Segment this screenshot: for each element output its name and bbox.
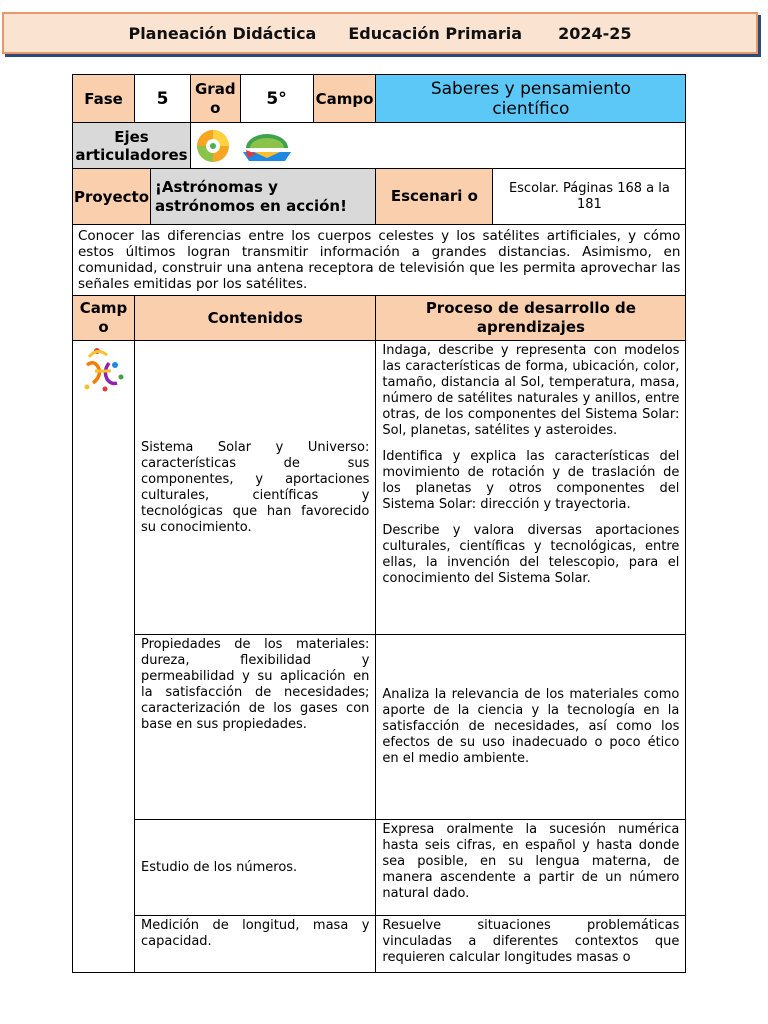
table-row — [73, 341, 686, 635]
contenido-cell: Estudio de los números. — [135, 820, 376, 916]
banner-level: Educación Primaria — [348, 23, 523, 43]
table-row — [73, 820, 686, 916]
grado-value: 5° — [240, 75, 313, 123]
project-description: Conocer las diferencias entre los cuerpos celestes y los satélites artificiales, y cómo estos últimos logran transmitir información a grandes distancias. Asimismo, en comunidad, construir una antena receptora de televisión que les permita aprovechar las señales emitidas por los satélites. — [73, 225, 686, 296]
planning-table — [72, 74, 686, 973]
proyecto-value: ¡Astrónomas y astrónomos en acción! — [151, 169, 376, 225]
inclusion-icon — [195, 128, 231, 164]
proceso-item: Describe y valora diversas aportaciones culturales, científicas y tecnológicas, entre ellas, la invención del telescopio, para el conocimiento del Sistema Solar. — [382, 523, 680, 586]
banner-year: 2024-25 — [558, 23, 632, 43]
proceso-cell: Expresa oralmente la sucesión numérica hasta seis cifras, en español y hasta donde sea posible, en su lengua materna, de manera ascendente a partir de un número natural dado. — [376, 820, 686, 916]
proceso-cell — [376, 341, 686, 635]
campo-value: Saberes y pensamiento científico — [376, 75, 686, 123]
ejes-icons — [191, 123, 686, 169]
proceso-cell: Analiza la relevancia de los materiales como aporte de la ciencia y la tecnología en la satisfacción de necesidades, así como los efectos de su uso inadecuado o poco ético en el medio ambiente. — [376, 635, 686, 820]
table-row — [73, 916, 686, 973]
proyecto-label: Proyecto — [73, 169, 151, 225]
column-proceso: Proceso de desarrollo de aprendizajes — [376, 296, 686, 341]
banner-title: Planeación Didáctica — [128, 23, 317, 43]
fase-label: Fase — [73, 75, 135, 123]
ejes-label: Ejes articuladores — [73, 123, 191, 169]
saberes-field-icon — [75, 343, 131, 395]
contenido-cell: Sistema Solar y Universo: características de sus componentes, y aportaciones culturales, científicas y tecnológicas que han favorecido su conocimiento. — [135, 341, 376, 635]
document-banner — [2, 12, 758, 54]
campo-label: Campo — [313, 75, 376, 123]
campo-logo-cell — [73, 341, 135, 973]
grado-label: Grad o — [191, 75, 241, 123]
interculturalidad-icon — [240, 128, 294, 164]
column-campo: Camp o — [73, 296, 135, 341]
proceso-cell: Resuelve situaciones problemáticas vinculadas a diferentes contextos que requieren calcular longitudes masas o — [376, 916, 686, 973]
escenario-value: Escolar. Páginas 168 a la 181 — [493, 169, 686, 225]
column-contenidos: Contenidos — [135, 296, 376, 341]
table-row — [73, 635, 686, 820]
proceso-item: Indaga, describe y representa con modelos las características de forma, ubicación, color, tamaño, distancia al Sol, temperatura, masa, número de satélites naturales y anillos, entre otras, de los componentes del Sistema Solar: Sol, planetas, satélites y asteroides. — [382, 343, 680, 438]
fase-value: 5 — [135, 75, 191, 123]
proceso-item: Identifica y explica las características del movimiento de rotación y de traslación de los planetas y otros componentes del Sistema Solar: dirección y trayectoria. — [382, 449, 680, 512]
escenario-label: Escenari o — [376, 169, 493, 225]
contenido-cell: Medición de longitud, masa y capacidad. — [135, 916, 376, 973]
contenido-cell: Propiedades de los materiales: dureza, flexibilidad y permeabilidad y su aplicación en la satisfacción de necesidades; caracterización de los gases con base en sus propiedades. — [135, 635, 376, 820]
